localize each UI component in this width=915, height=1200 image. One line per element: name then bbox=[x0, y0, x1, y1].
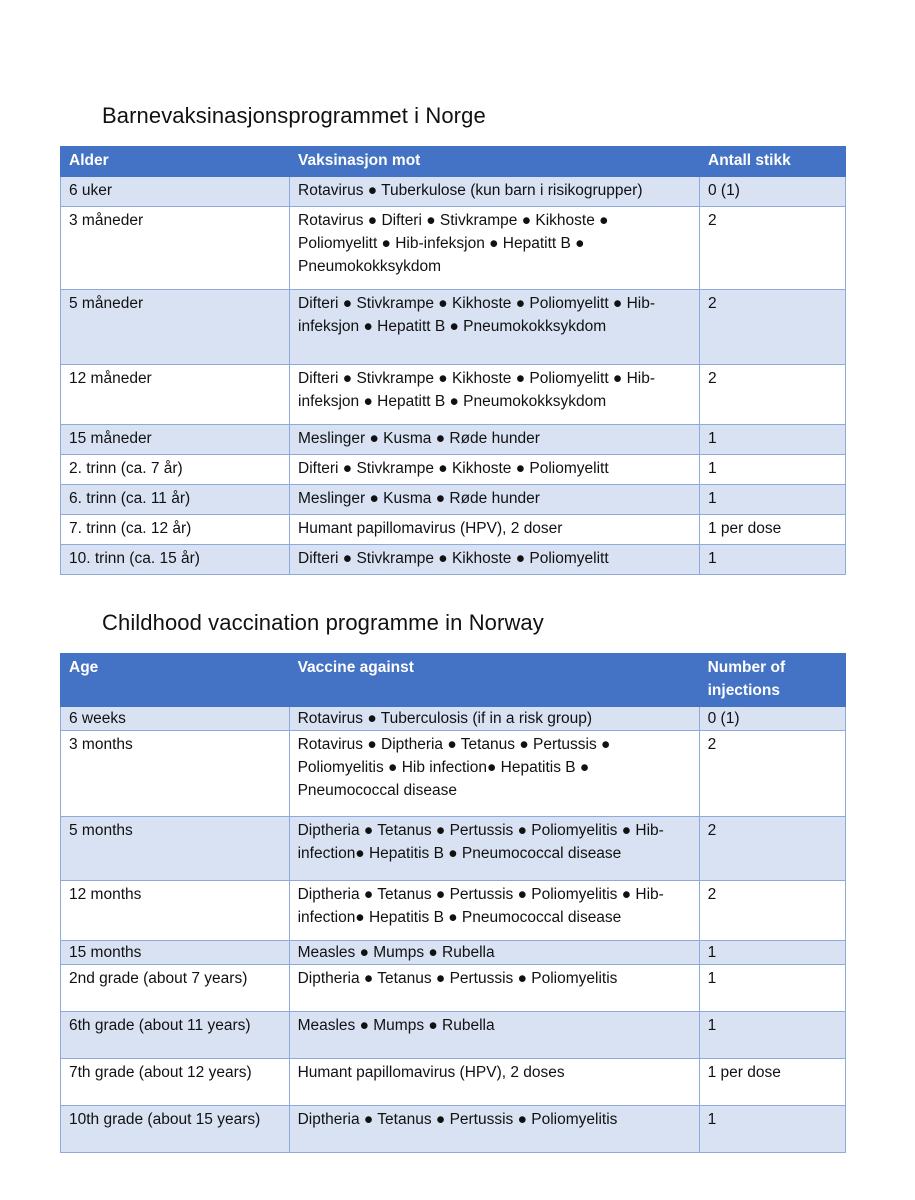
table-row bbox=[61, 881, 846, 941]
count-cell: 2 bbox=[699, 817, 845, 881]
table-row bbox=[61, 707, 846, 731]
table-row bbox=[61, 425, 846, 455]
age-cell: 10th grade (about 15 years) bbox=[61, 1106, 290, 1153]
vaccine-cell: Humant papillomavirus (HPV), 2 doser bbox=[290, 515, 700, 545]
vaccine-cell: Meslinger ● Kusma ● Røde hunder bbox=[290, 425, 700, 455]
table-row bbox=[61, 817, 846, 881]
vaccine-cell: Rotavirus ● Difteri ● Stivkrampe ● Kikhoste ● Poliomyelitt ● Hib-infeksjon ● Hepatitt B ● Pneumokokksykdom bbox=[290, 207, 700, 290]
table-row bbox=[61, 290, 846, 365]
vaccine-cell: Humant papillomavirus (HPV), 2 doses bbox=[289, 1059, 699, 1106]
column-header-count: Antall stikk bbox=[700, 147, 846, 177]
table-header-row bbox=[61, 654, 846, 707]
age-cell: 3 months bbox=[61, 731, 290, 817]
count-cell: 1 per dose bbox=[699, 1059, 845, 1106]
age-cell: 3 måneder bbox=[61, 207, 290, 290]
table-row bbox=[61, 515, 846, 545]
vaccine-cell: Rotavirus ● Tuberkulose (kun barn i risikogrupper) bbox=[290, 177, 700, 207]
table-row bbox=[61, 1106, 846, 1153]
count-cell: 1 per dose bbox=[700, 515, 846, 545]
column-header-count: Number of injections bbox=[699, 654, 845, 707]
age-cell: 2. trinn (ca. 7 år) bbox=[61, 455, 290, 485]
table-row bbox=[61, 455, 846, 485]
vaccine-cell: Diptheria ● Tetanus ● Pertussis ● Poliomyelitis ● Hib- infection● Hepatitis B ● Pneumococcal disease bbox=[289, 817, 699, 881]
table-row bbox=[61, 545, 846, 575]
vaccine-cell: Difteri ● Stivkrampe ● Kikhoste ● Poliomyelitt ● Hib-infeksjon ● Hepatitt B ● Pneumokokksykdom bbox=[290, 365, 700, 425]
count-cell: 1 bbox=[699, 1106, 845, 1153]
count-cell: 1 bbox=[700, 545, 846, 575]
age-cell: 6th grade (about 11 years) bbox=[61, 1012, 290, 1059]
vaccine-cell: Difteri ● Stivkrampe ● Kikhoste ● Poliomyelitt ● Hib-infeksjon ● Hepatitt B ● Pneumokokksykdom bbox=[290, 290, 700, 365]
age-cell: 10. trinn (ca. 15 år) bbox=[61, 545, 290, 575]
column-header-age: Alder bbox=[61, 147, 290, 177]
count-cell: 2 bbox=[699, 881, 845, 941]
count-cell: 1 bbox=[699, 1012, 845, 1059]
age-cell: 5 måneder bbox=[61, 290, 290, 365]
count-cell: 2 bbox=[700, 290, 846, 365]
count-cell: 0 (1) bbox=[699, 707, 845, 731]
age-cell: 6 uker bbox=[61, 177, 290, 207]
count-cell: 0 (1) bbox=[700, 177, 846, 207]
count-cell: 1 bbox=[700, 485, 846, 515]
column-header-vaccine: Vaksinasjon mot bbox=[290, 147, 700, 177]
vaccine-cell: Rotavirus ● Tuberculosis (if in a risk group) bbox=[289, 707, 699, 731]
table-row bbox=[61, 1059, 846, 1106]
count-cell: 1 bbox=[700, 425, 846, 455]
table-row bbox=[61, 941, 846, 965]
age-cell: 2nd grade (about 7 years) bbox=[61, 965, 290, 1012]
count-cell: 1 bbox=[699, 941, 845, 965]
vaccine-cell: Difteri ● Stivkrampe ● Kikhoste ● Poliomyelitt bbox=[290, 455, 700, 485]
table-row bbox=[61, 207, 846, 290]
count-cell: 2 bbox=[699, 731, 845, 817]
vaccine-cell: Diptheria ● Tetanus ● Pertussis ● Poliomyelitis ● Hib- infection● Hepatitis B ● Pneumococcal disease bbox=[289, 881, 699, 941]
vaccine-cell: Difteri ● Stivkrampe ● Kikhoste ● Poliomyelitt bbox=[290, 545, 700, 575]
age-cell: 15 måneder bbox=[61, 425, 290, 455]
column-header-vaccine: Vaccine against bbox=[289, 654, 699, 707]
vaccine-cell: Rotavirus ● Diptheria ● Tetanus ● Pertussis ● Poliomyelitis ● Hib infection● Hepatitis B ● Pneumococcal disease bbox=[289, 731, 699, 817]
english-table-title: Childhood vaccination programme in Norway bbox=[102, 610, 544, 635]
table-header-row bbox=[61, 147, 846, 177]
table-row bbox=[61, 965, 846, 1012]
column-header-age: Age bbox=[61, 654, 290, 707]
age-cell: 6 weeks bbox=[61, 707, 290, 731]
age-cell: 5 months bbox=[61, 817, 290, 881]
vaccine-cell: Diptheria ● Tetanus ● Pertussis ● Poliomyelitis bbox=[289, 965, 699, 1012]
table-row bbox=[61, 177, 846, 207]
vaccine-cell: Meslinger ● Kusma ● Røde hunder bbox=[290, 485, 700, 515]
vaccine-cell: Measles ● Mumps ● Rubella bbox=[289, 941, 699, 965]
vaccine-cell: Measles ● Mumps ● Rubella bbox=[289, 1012, 699, 1059]
norwegian-vaccination-table bbox=[60, 146, 846, 575]
age-cell: 12 måneder bbox=[61, 365, 290, 425]
count-cell: 1 bbox=[700, 455, 846, 485]
count-cell: 2 bbox=[700, 207, 846, 290]
age-cell: 12 months bbox=[61, 881, 290, 941]
vaccine-cell: Diptheria ● Tetanus ● Pertussis ● Poliomyelitis bbox=[289, 1106, 699, 1153]
table-row bbox=[61, 1012, 846, 1059]
english-vaccination-table bbox=[60, 653, 846, 1153]
norwegian-table-title: Barnevaksinasjonsprogrammet i Norge bbox=[102, 103, 486, 128]
age-cell: 6. trinn (ca. 11 år) bbox=[61, 485, 290, 515]
age-cell: 7th grade (about 12 years) bbox=[61, 1059, 290, 1106]
age-cell: 15 months bbox=[61, 941, 290, 965]
table-row bbox=[61, 485, 846, 515]
table-row bbox=[61, 365, 846, 425]
age-cell: 7. trinn (ca. 12 år) bbox=[61, 515, 290, 545]
count-cell: 1 bbox=[699, 965, 845, 1012]
count-cell: 2 bbox=[700, 365, 846, 425]
table-row bbox=[61, 731, 846, 817]
